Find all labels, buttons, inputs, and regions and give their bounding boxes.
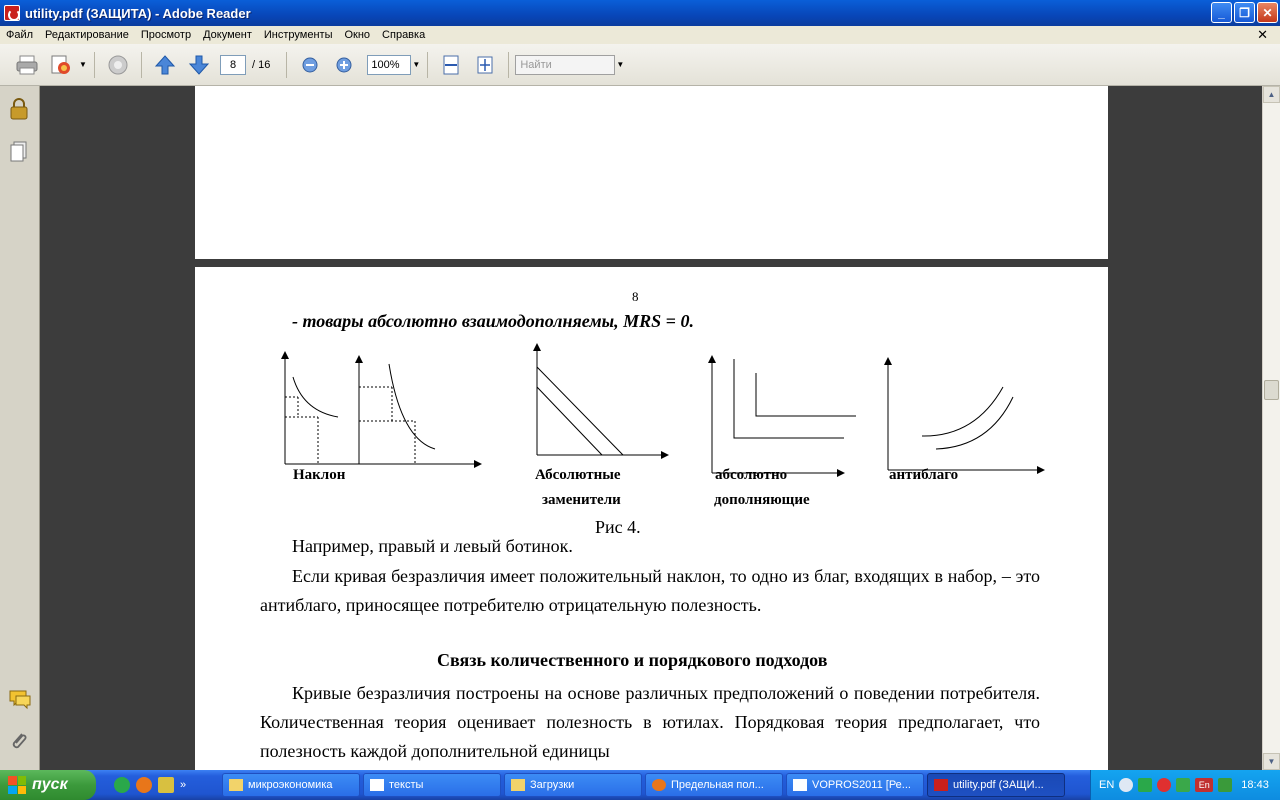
zoom-out-icon[interactable] bbox=[298, 53, 322, 77]
menu-view[interactable]: Просмотр bbox=[140, 29, 192, 41]
antigood-graph bbox=[888, 361, 1041, 470]
windows-logo-icon bbox=[8, 776, 26, 794]
scrollbar-thumb[interactable] bbox=[1264, 380, 1279, 400]
menu-tools[interactable]: Инструменты bbox=[263, 29, 333, 41]
folder-icon bbox=[229, 779, 243, 791]
back-icon[interactable] bbox=[1119, 778, 1133, 792]
menu-edit[interactable]: Редактирование bbox=[45, 29, 129, 41]
close-button[interactable]: ✕ bbox=[1257, 2, 1278, 23]
quick-launch bbox=[114, 777, 219, 793]
hand-tool-icon[interactable] bbox=[106, 53, 130, 77]
paragraph: Например, правый и левый ботинок. bbox=[292, 536, 573, 556]
language-indicator[interactable]: EN bbox=[1099, 779, 1115, 791]
network-icon[interactable] bbox=[1218, 778, 1232, 792]
figure-label: Абсолютные bbox=[535, 467, 621, 483]
page-total: / 16 bbox=[252, 58, 271, 71]
start-label: пуск bbox=[32, 776, 68, 793]
figure-label: заменители bbox=[542, 492, 621, 508]
attachment-icon[interactable] bbox=[8, 730, 30, 752]
page-number-input[interactable]: 8 bbox=[220, 55, 246, 75]
adobe-reader-icon bbox=[4, 5, 20, 21]
zoom-in-icon[interactable] bbox=[332, 53, 356, 77]
print-icon[interactable] bbox=[15, 53, 39, 77]
chevron-down-icon[interactable]: ▼ bbox=[616, 60, 625, 69]
paragraph: Кривые безразличия построены на основе различных предположений о поведении потребителя. Количественная теория оценивает полезность в ютилах. Порядковая теория предполагает, что полезность каждой дополнительной единицы bbox=[260, 683, 1040, 761]
firefox-icon[interactable] bbox=[136, 777, 152, 793]
taskbar-item[interactable]: микроэкономика bbox=[222, 773, 360, 797]
opera-icon[interactable] bbox=[1157, 778, 1171, 792]
menu-window[interactable]: Окно bbox=[344, 29, 371, 41]
menu-help[interactable]: Справка bbox=[382, 29, 426, 41]
navigation-panel bbox=[0, 86, 40, 770]
figure-label: Наклон bbox=[293, 467, 346, 483]
firefox-icon bbox=[652, 779, 666, 791]
menu-bar bbox=[0, 26, 1280, 44]
start-button[interactable] bbox=[0, 770, 96, 800]
document-view[interactable] bbox=[40, 86, 1262, 770]
pages-icon[interactable] bbox=[8, 140, 30, 162]
figure-caption: Рис 4. bbox=[595, 517, 641, 537]
system-tray bbox=[1090, 770, 1280, 800]
slope-graph bbox=[285, 355, 478, 464]
zoom-level-select[interactable]: 100% bbox=[367, 55, 411, 75]
browser-icon[interactable] bbox=[114, 777, 130, 793]
taskbar bbox=[0, 770, 1280, 800]
fit-width-icon[interactable] bbox=[439, 53, 463, 77]
next-page-icon[interactable] bbox=[187, 53, 211, 77]
taskbar-item[interactable]: Предельная пол... bbox=[645, 773, 783, 797]
folder-icon bbox=[511, 779, 525, 791]
title-bar bbox=[0, 0, 1280, 26]
substitutes-graph bbox=[537, 347, 665, 455]
restore-button[interactable]: ❐ bbox=[1234, 2, 1255, 23]
taskbar-item[interactable]: VOPROS2011 [Ре... bbox=[786, 773, 924, 797]
more-icon[interactable]: » bbox=[180, 779, 187, 791]
lock-icon[interactable] bbox=[8, 98, 30, 120]
adobe-reader-icon bbox=[934, 779, 948, 791]
pdf-page-8 bbox=[195, 267, 1108, 770]
scroll-up-icon[interactable]: ▲ bbox=[1263, 86, 1280, 103]
complements-graph bbox=[712, 359, 856, 473]
toolbar bbox=[0, 44, 1280, 86]
document-icon bbox=[370, 779, 384, 791]
chevron-down-icon[interactable]: ▼ bbox=[412, 60, 421, 69]
scroll-down-icon[interactable]: ▼ bbox=[1263, 753, 1280, 770]
figure-label: антиблаго bbox=[889, 467, 959, 483]
find-input[interactable]: Найти bbox=[515, 55, 615, 75]
window-title: utility.pdf (ЗАЩИТА) - Adobe Reader bbox=[25, 5, 251, 21]
taskbar-item[interactable]: тексты bbox=[363, 773, 501, 797]
figure-4 bbox=[195, 337, 1108, 477]
section-heading: Связь количественного и порядкового подходов bbox=[437, 650, 828, 670]
keyboard-layout-icon[interactable]: En bbox=[1195, 778, 1213, 792]
menu-document[interactable]: Документ bbox=[203, 29, 252, 41]
signal-icon[interactable] bbox=[1176, 778, 1190, 792]
paragraph: Если кривая безразличия имеет положительный наклон, то одно из благ, входящих в набор, – это антиблаго, приносящее потребителю отрицательную полезность. bbox=[260, 566, 1040, 615]
clock: 18:43 bbox=[1241, 779, 1269, 791]
figure-label: абсолютно bbox=[715, 467, 788, 483]
skype-icon[interactable] bbox=[1138, 778, 1152, 792]
taskbar-item[interactable]: Загрузки bbox=[504, 773, 642, 797]
close-document-icon[interactable]: ✕ bbox=[1257, 27, 1268, 42]
text-line: - товары абсолютно взаимодополняемы, MRS = 0. bbox=[292, 311, 694, 331]
app-icon[interactable] bbox=[158, 777, 174, 793]
figure-label: дополняющие bbox=[714, 492, 810, 508]
previous-page-icon[interactable] bbox=[153, 53, 177, 77]
document-icon bbox=[793, 779, 807, 791]
chevron-down-icon[interactable]: ▼ bbox=[79, 60, 87, 69]
vertical-scrollbar[interactable] bbox=[1262, 86, 1280, 770]
menu-file[interactable]: Файл bbox=[6, 29, 34, 41]
page-number: 8 bbox=[632, 289, 639, 304]
taskbar-item-active[interactable]: utility.pdf (ЗАЩИ... bbox=[927, 773, 1065, 797]
minimize-button[interactable]: _ bbox=[1211, 2, 1232, 23]
fit-page-icon[interactable] bbox=[473, 53, 497, 77]
comments-icon[interactable] bbox=[8, 688, 30, 710]
pdf-page-7 bbox=[195, 86, 1108, 259]
save-copy-icon[interactable] bbox=[49, 53, 73, 77]
